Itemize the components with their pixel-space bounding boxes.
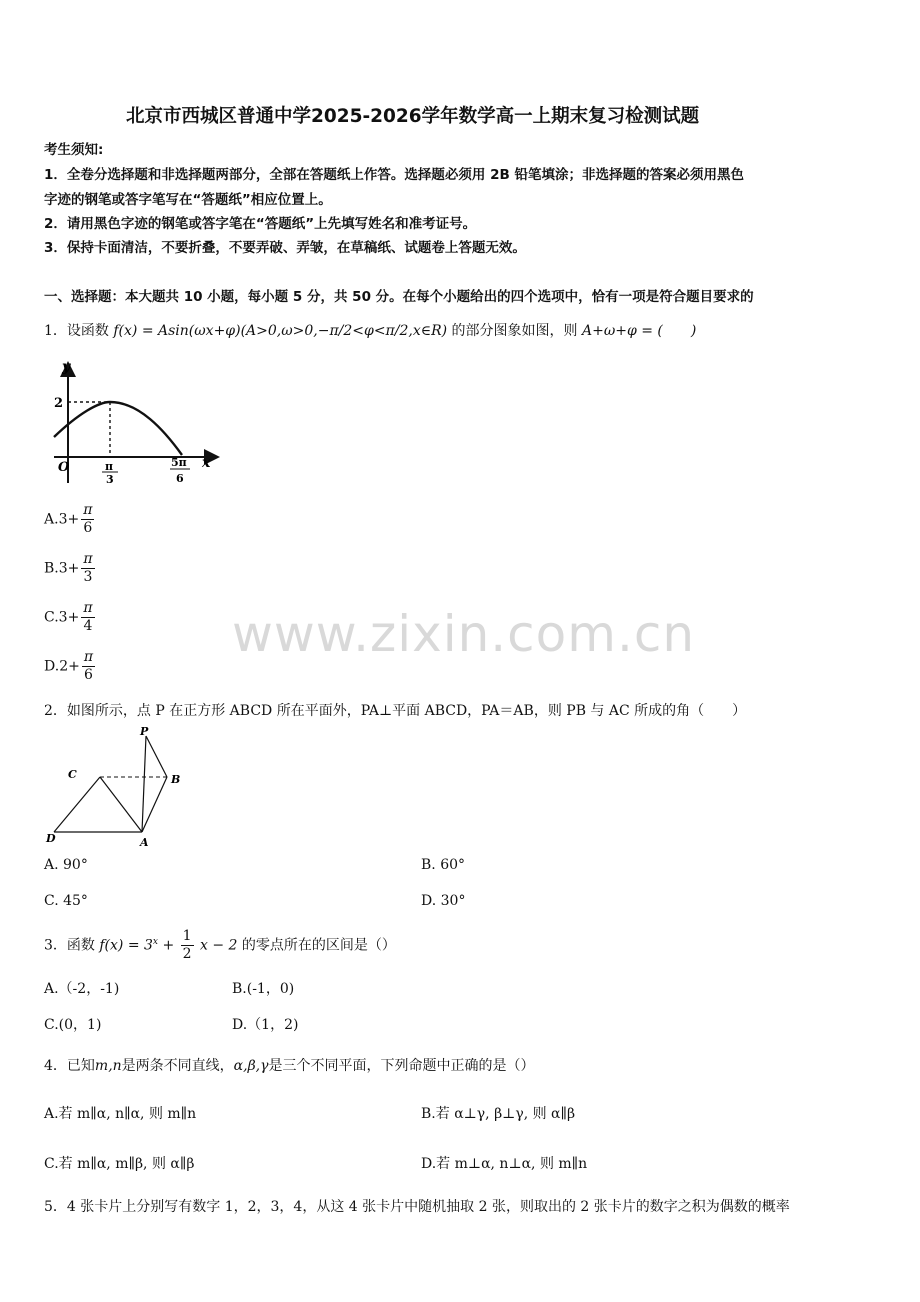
point-b-label: B [171, 773, 181, 786]
edge-pb [146, 736, 167, 777]
question-1-option-a [44, 502, 96, 537]
question-4-text-a: 4．已知 [44, 1058, 95, 1074]
max-label: 2 [54, 396, 64, 411]
question-4-option-d: D.若 m⊥α, n⊥α, 则 m∥n [421, 1156, 588, 1172]
point-a-label: A [140, 836, 149, 847]
question-1-prefix: 1．设函数 [44, 323, 109, 339]
question-4-lines: m,n [94, 1058, 122, 1074]
formula-left: f(x) = 3 [99, 937, 153, 954]
question-1-option-d [44, 649, 97, 684]
question-3-option-c: C.(0，1) [44, 1017, 102, 1033]
option-label: C. [44, 609, 59, 626]
question-1-option-c [44, 600, 97, 635]
option-fraction [81, 600, 94, 635]
question-1-ask: A+ω+φ = ( ) [582, 323, 697, 339]
option-fraction [82, 649, 95, 684]
fraction-den: 6 [83, 520, 93, 536]
option-fraction [81, 551, 94, 586]
point-d-label: D [46, 832, 56, 845]
watermark: www.zixin.com.cn [232, 605, 696, 663]
question-1-stem [44, 320, 696, 340]
question-1-graph [44, 355, 224, 490]
option-whole: 3+ [58, 560, 80, 577]
option-label: D. [44, 658, 60, 675]
question-2-stem: 2．如图所示，点 P 在正方形 ABCD 所在平面外，PA⊥平面 ABCD，PA＝AB，则 PB 与 AC 所成的角（ ） [44, 703, 747, 719]
option-whole: 3+ [58, 609, 80, 626]
question-4-option-c: C.若 m∥α, m∥β, 则 α∥β [44, 1156, 195, 1172]
notice-item-2: 2．请用黑色字迹的钢笔或答字笔在“答题纸”上先填写姓名和准考证号。 [44, 216, 477, 232]
sine-curve [54, 402, 182, 455]
question-4-option-b: B.若 α⊥γ, β⊥γ, 则 α∥β [421, 1106, 576, 1122]
x-label: x [202, 455, 211, 471]
tick-2-den: 6 [176, 472, 184, 485]
option-whole: 3+ [58, 511, 80, 528]
question-4-stem [44, 1055, 535, 1075]
fraction-den: 6 [83, 667, 93, 683]
notice-item-1-line-1: 1．全卷分选择题和非选择题两部分，全部在答题纸上作答。选择题必须用 2B 铅笔填涂；非选择题的答案必须用黑色 [44, 167, 744, 183]
question-4-option-a: A.若 m∥α, n∥α, 则 m∥n [44, 1106, 197, 1122]
formula-fraction [181, 928, 194, 963]
question-2-figure [44, 722, 194, 847]
question-2-option-a: A. 90° [44, 857, 88, 873]
edge-pa [142, 736, 146, 832]
notice-item-1-line-2: 字迹的钢笔或答字笔写在“答题纸”相应位置上。 [44, 192, 332, 208]
fraction-num: 1 [182, 928, 192, 944]
fraction-num: π [83, 502, 93, 518]
point-c-label: C [68, 768, 77, 781]
question-3-stem [44, 928, 396, 963]
tick-1-den: 3 [106, 473, 114, 486]
y-label: y [62, 359, 71, 375]
edge-ab [142, 777, 167, 832]
edge-cd [54, 777, 100, 832]
question-2-option-d: D. 30° [421, 893, 466, 909]
question-5-stem: 5．4 张卡片上分别写有数字 1，2，3，4，从这 4 张卡片中随机抽取 2 张，则取出的 2 张卡片的数字之积为偶数的概率 [44, 1199, 790, 1215]
tick-1-num: π [105, 460, 114, 473]
question-4-text-c: 是三个不同平面，下列命题中正确的是（） [268, 1058, 535, 1074]
fraction-num: π [83, 600, 93, 616]
fraction-den: 4 [83, 618, 93, 634]
option-label: B. [44, 560, 59, 577]
option-fraction [81, 502, 94, 537]
point-p-label: P [140, 725, 149, 738]
notice-item-3: 3．保持卡面清洁，不要折叠，不要弄破、弄皱，在草稿纸、试题卷上答题无效。 [44, 240, 526, 256]
fraction-den: 2 [182, 946, 192, 962]
option-label: A. [44, 511, 59, 528]
section-heading: 一、选择题：本大题共 10 小题，每小题 5 分，共 50 分。在每个小题给出的四个选项中，恰有一项是符合题目要求的 [44, 289, 754, 305]
notice-heading: 考生须知: [44, 142, 104, 158]
question-2-option-c: C. 45° [44, 893, 88, 909]
question-3-option-a: A.（-2，-1) [44, 981, 120, 997]
fraction-num: π [83, 551, 93, 567]
formula-exponent: x [152, 936, 158, 947]
question-4-text-b: 是两条不同直线， [121, 1058, 234, 1074]
fraction-den: 3 [83, 569, 93, 585]
edge-ca [100, 777, 142, 832]
option-whole: 2+ [59, 658, 80, 675]
question-1-option-b [44, 551, 97, 586]
origin-label: O [58, 460, 70, 475]
formula-plus: + [162, 937, 175, 954]
tick-2-num: 5π [171, 456, 187, 469]
page-title: 北京市西城区普通中学2025-2026学年数学高一上期末复习检测试题 [126, 106, 700, 127]
question-1-suffix: 的部分图象如图，则 [451, 323, 578, 339]
question-3-option-b: B.(-1，0) [232, 981, 295, 997]
question-1-formula: f(x) = Asin(ωx+φ)(A>0,ω>0,−π/2<φ<π/2,x∈R) [113, 323, 448, 339]
fraction-num: π [83, 649, 94, 665]
question-3-suffix: 的零点所在的区间是（） [241, 937, 396, 954]
question-2-option-b: B. 60° [421, 857, 466, 873]
question-3-prefix: 3．函数 [44, 937, 95, 954]
question-3-option-d: D.（1，2) [232, 1017, 299, 1033]
question-4-planes: α,β,γ [233, 1058, 269, 1074]
formula-right: x − 2 [200, 937, 238, 954]
